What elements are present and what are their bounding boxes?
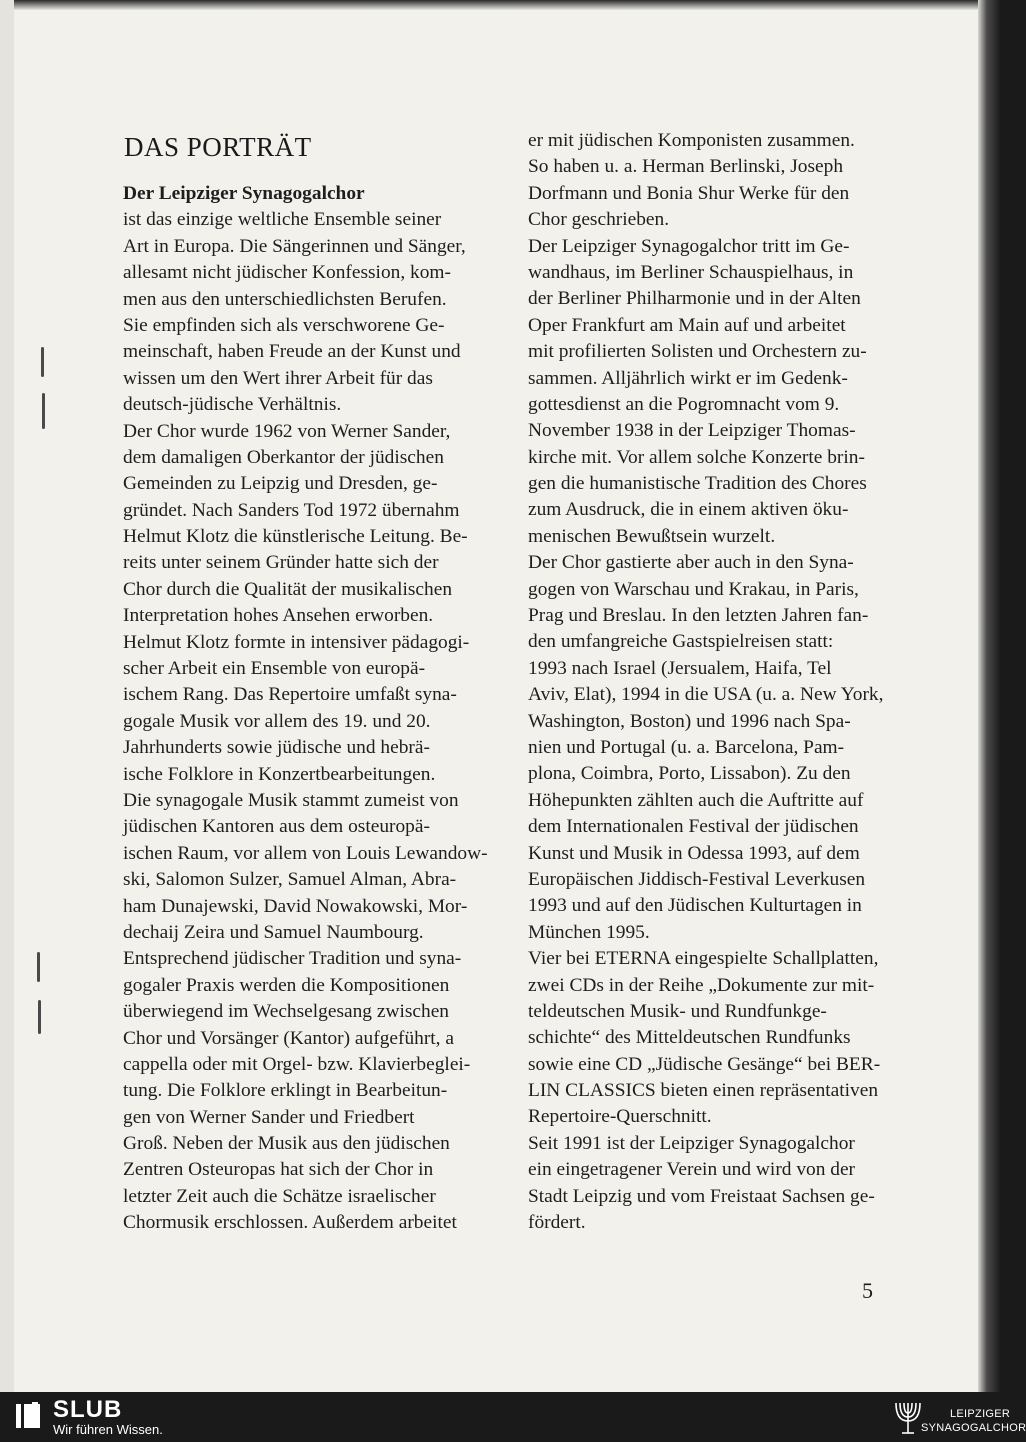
- text-line: zwei CDs in der Reihe „Dokumente zur mit-: [528, 974, 875, 996]
- book-icon: [14, 1400, 42, 1430]
- text-line: zum Ausdruck, die in einem aktiven öku-: [528, 499, 849, 521]
- text-line: men aus den unterschiedlichsten Berufen.: [123, 288, 447, 310]
- page-edge-top: [0, 0, 1000, 10]
- text-line: Repertoire-Querschnitt.: [528, 1106, 712, 1128]
- text-line: sowie eine CD „Jüdische Gesänge“ bei BER-: [528, 1053, 881, 1075]
- text-line: Vier bei ETERNA eingespielte Schallplatten,: [528, 948, 879, 970]
- text-line: schichte“ des Mitteldeutschen Rundfunks: [528, 1027, 851, 1049]
- text-line: ist das einzige weltliche Ensemble seiner: [123, 209, 442, 231]
- text-line: nien und Portugal (u. a. Barcelona, Pam-: [528, 736, 845, 758]
- text-line: Der Leipziger Synagogalchor tritt im Ge-: [528, 235, 850, 257]
- section-title: Der Leipziger Synagogalchor: [123, 183, 365, 204]
- library-slogan: Wir führen Wissen.: [53, 1422, 163, 1437]
- text-line: dem damaligen Oberkantor der jüdischen: [123, 446, 444, 468]
- text-line: reits unter seinem Gründer hatte sich der: [123, 552, 439, 574]
- footer-bar: [0, 1392, 1026, 1442]
- text-line: Zentren Osteuropas hat sich der Chor in: [123, 1159, 434, 1181]
- text-line: LIN CLASSICS bieten einen repräsentativen: [528, 1080, 879, 1102]
- text-line: Gemeinden zu Leipzig und Dresden, ge-: [123, 473, 438, 495]
- staple-mark: [41, 347, 44, 377]
- text-line: kirche mit. Vor allem solche Konzerte brin-: [528, 446, 865, 468]
- text-line: gottesdienst an die Pogromnacht vom 9.: [528, 393, 840, 415]
- text-line: gogen von Warschau und Krakau, in Paris,: [528, 578, 859, 600]
- text-line: Art in Europa. Die Sängerinnen und Sänger,: [123, 235, 466, 257]
- text-line: Chor und Vorsänger (Kantor) aufgeführt, a: [123, 1027, 454, 1049]
- text-line: Washington, Boston) und 1996 nach Spa-: [528, 710, 851, 732]
- text-line: Sie empfinden sich als verschworene Ge-: [123, 314, 445, 336]
- text-line: letzter Zeit auch die Schätze israelischer: [123, 1185, 436, 1207]
- text-line: gen die humanistische Tradition des Chores: [528, 473, 867, 495]
- text-line: gogaler Praxis werden die Kompositionen: [123, 974, 450, 996]
- text-line: Kunst und Musik in Odessa 1993, auf dem: [528, 842, 860, 864]
- choir-logo-line2: SYNAGOGALCHOR: [921, 1422, 1026, 1434]
- text-line: dem Internationalen Festival der jüdischen: [528, 816, 859, 838]
- text-line: gen von Werner Sander und Friedbert: [123, 1106, 415, 1128]
- staple-mark: [37, 952, 40, 982]
- text-line: jüdischen Kantoren aus dem osteuropä-: [123, 816, 430, 838]
- text-line: Chor geschrieben.: [528, 209, 670, 231]
- text-line: ein eingetragener Verein und wird von der: [528, 1159, 856, 1181]
- text-line: So haben u. a. Herman Berlinski, Joseph: [528, 156, 844, 178]
- text-line: fördert.: [528, 1212, 586, 1234]
- page-edge-left: [0, 0, 14, 1392]
- text-line: ische Folklore in Konzertbearbeitungen.: [123, 763, 436, 785]
- text-line: ischen Raum, vor allem von Louis Lewandow-: [123, 842, 488, 864]
- text-line: teldeutschen Musik- und Rundfunkge-: [528, 1000, 827, 1022]
- text-line: gogale Musik vor allem des 19. und 20.: [123, 710, 431, 732]
- text-line: Groß. Neben der Musik aus den jüdischen: [123, 1133, 450, 1155]
- library-name: SLUB: [53, 1396, 123, 1423]
- text-line: meinschaft, haben Freude an der Kunst und: [123, 341, 461, 363]
- text-line: wandhaus, im Berliner Schauspielhaus, in: [528, 261, 854, 283]
- text-line: Der Chor wurde 1962 von Werner Sander,: [123, 420, 451, 442]
- text-line: Höhepunkten zählten auch die Auftritte auf: [528, 789, 864, 811]
- text-line: ham Dunajewski, David Nowakowski, Mor-: [123, 895, 468, 917]
- choir-logo-line1: LEIPZIGER: [950, 1408, 1011, 1420]
- text-line: Chor durch die Qualität der musikalischen: [123, 578, 453, 600]
- text-line: Stadt Leipzig und vom Freistaat Sachsen ge-: [528, 1185, 875, 1207]
- text-line: Die synagogale Musik stammt zumeist von: [123, 789, 459, 811]
- text-line: 1993 nach Israel (Jersualem, Haifa, Tel: [528, 657, 832, 679]
- text-line: allesamt nicht jüdischer Konfession, kom-: [123, 262, 451, 284]
- text-line: Entsprechend jüdischer Tradition und syna-: [123, 948, 462, 970]
- left-text-column: [123, 181, 488, 1237]
- staple-mark: [42, 393, 45, 429]
- right-text-column: [528, 128, 888, 1236]
- text-line: menischen Bewußtsein wurzelt.: [528, 525, 776, 547]
- text-line: scher Arbeit ein Ensemble von europä-: [123, 658, 426, 680]
- text-line: Interpretation hohes Ansehen erworben.: [123, 605, 434, 627]
- page-heading: DAS PORTRÄT: [124, 132, 312, 162]
- text-line: Helmut Klotz formte in intensiver pädagogi-: [123, 631, 470, 653]
- text-line: Helmut Klotz die künstlerische Leitung. Be-: [123, 526, 468, 548]
- text-line: 1993 und auf den Jüdischen Kulturtagen in: [528, 895, 862, 917]
- text-line: München 1995.: [528, 921, 650, 943]
- page-number: 5: [862, 1278, 873, 1303]
- text-line: Aviv, Elat), 1994 in die USA (u. a. New York,: [528, 684, 884, 706]
- text-line: dechaij Zeira und Samuel Naumbourg.: [123, 921, 424, 943]
- text-line: Europäischen Jiddisch-Festival Leverkusen: [528, 868, 866, 890]
- text-line: deutsch-jüdische Verhältnis.: [123, 394, 342, 416]
- text-line: Jahrhunderts sowie jüdische und hebrä-: [123, 737, 430, 759]
- text-line: November 1938 in der Leipziger Thomas-: [528, 420, 856, 442]
- text-line: mit profilierten Solisten und Orchestern zu-: [528, 341, 867, 363]
- text-line: wissen um den Wert ihrer Arbeit für das: [123, 367, 433, 389]
- text-line: er mit jüdischen Komponisten zusammen.: [528, 130, 855, 151]
- text-line: Oper Frankfurt am Main auf und arbeitet: [528, 314, 846, 336]
- text-line: den umfangreiche Gastspielreisen statt:: [528, 631, 834, 653]
- text-line: der Berliner Philharmonie und in der Alten: [528, 288, 861, 310]
- text-line: Seit 1991 ist der Leipziger Synagogalchor: [528, 1132, 855, 1154]
- text-line: tung. Die Folklore erklingt in Bearbeitun-: [123, 1080, 448, 1102]
- text-line: Chormusik erschlossen. Außerdem arbeitet: [123, 1212, 457, 1234]
- text-line: überwiegend im Wechselgesang zwischen: [123, 1001, 449, 1023]
- text-line: Der Chor gastierte aber auch in den Syna-: [528, 552, 854, 574]
- text-line: plona, Coimbra, Porto, Lissabon). Zu den: [528, 763, 851, 785]
- staple-mark: [38, 1000, 41, 1034]
- text-line: gründet. Nach Sanders Tod 1972 übernahm: [123, 499, 460, 521]
- text-line: Prag und Breslau. In den letzten Jahren fan-: [528, 605, 869, 627]
- text-line: cappella oder mit Orgel- bzw. Klavierbeglei-: [123, 1053, 471, 1075]
- page-edge-right: [978, 0, 1000, 1392]
- text-line: Dorfmann und Bonia Shur Werke für den: [528, 182, 850, 204]
- text-line: sammen. Alljährlich wirkt er im Gedenk-: [528, 367, 848, 389]
- text-line: ischem Rang. Das Repertoire umfaßt syna-: [123, 684, 457, 706]
- text-line: ski, Salomon Sulzer, Samuel Alman, Abra-: [123, 869, 457, 891]
